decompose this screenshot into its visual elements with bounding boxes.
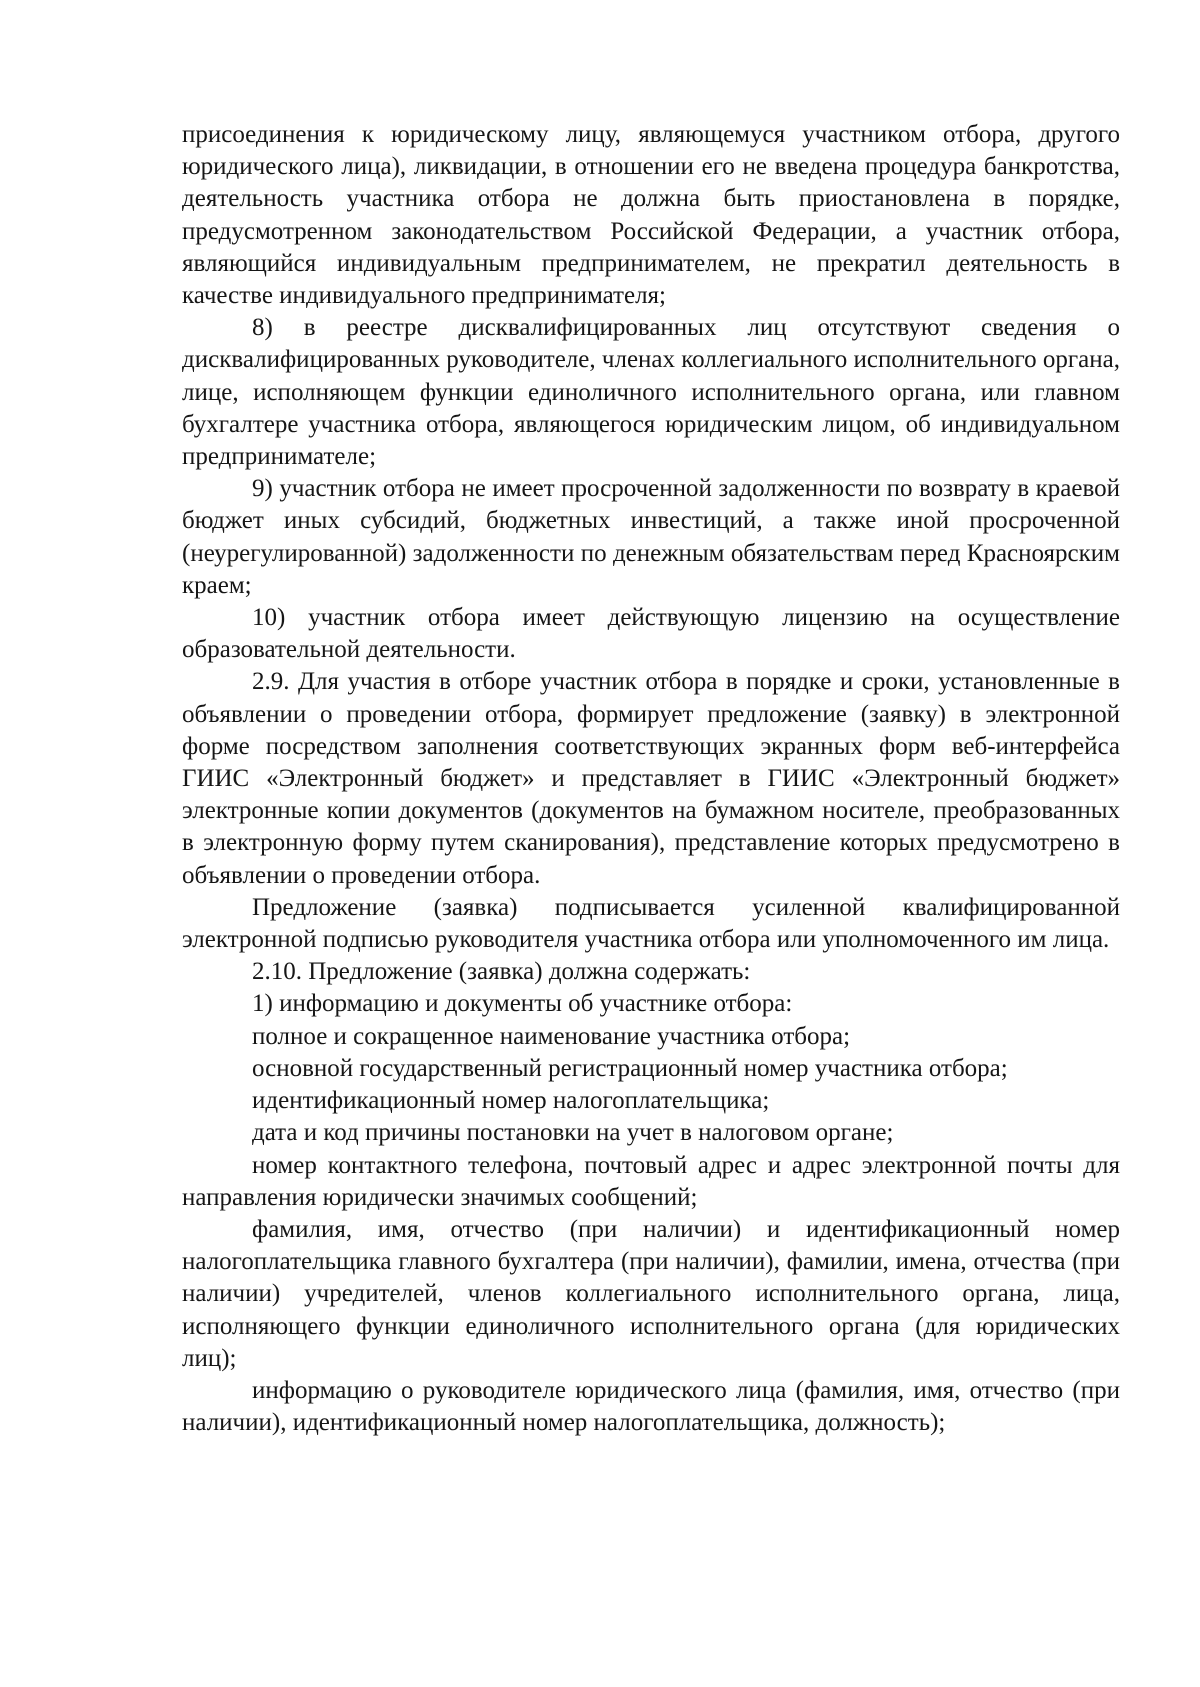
paragraph-item-9: 9) участник отбора не имеет просроченной задолженности по возврату в краевой бюджет иных субсидий, бюджетных инвестиций, а также иной просроченной (неурегулированной) задолженности по денежным обязательствам перед Красноярским краем; (182, 475, 1120, 599)
paragraph-director-info: информацию о руководителе юридического лица (фамилия, имя, отчество (при наличии), идентификационный номер налогоплательщика, должность); (182, 1376, 1120, 1437)
paragraph-item-8: 8) в реестре дисквалифицированных лиц отсутствуют сведения о дисквалифицированных руководителе, членах коллегиального исполнительного органа, лице, исполняющем функции единоличного исполнительного органа, или главном бухгалтере участника отбора, являющегося юридическим лицом, об индивидуальном предпринимателе; (182, 314, 1120, 471)
paragraph-item-10: 10) участник отбора имеет действующую лицензию на осуществление образовательной деятельности. (182, 604, 1120, 664)
paragraph-signature-note: Предложение (заявка) подписывается усиленной квалифицированной электронной подписью руководителя участника отбора или уполномоченного им лица. (182, 893, 1120, 954)
paragraph-section-2-10: 2.10. Предложение (заявка) должна содержать: (252, 958, 751, 986)
paragraph-full-name: полное и сокращенное наименование участника отбора; (252, 1022, 851, 1050)
paragraph-continuation: присоединения к юридическому лицу, являющемуся участником отбора, другого юридического лица), ликвидации, в отношении его не введена процедура банкротства, деятельность участника отбора не должна быть приостановлена в порядке, предусмотренном законодательством Российской Федерации, а участник отбора, являющийся индивидуальным предпринимателем, не прекратил деятельность в качестве индивидуального предпринимателя; (182, 121, 1120, 310)
paragraph-kpp: дата и код причины постановки на учет в налоговом органе; (252, 1119, 894, 1147)
paragraph-ogrn: основной государственный регистрационный номер участника отбора; (252, 1054, 1008, 1082)
document-body (182, 119, 1120, 1439)
paragraph-contacts: номер контактного телефона, почтовый адрес и адрес электронной почты для направления юридически значимых сообщений; (182, 1151, 1120, 1211)
paragraph-section-2-9: 2.9. Для участия в отборе участник отбора в порядке и сроки, установленные в объявлении о проведении отбора, формирует предложение (заявку) в электронной форме посредством заполнения соответствующих экранных форм веб-интерфейса ГИИС «Электронный бюджет» и представляет в ГИИС «Электронный бюджет» электронные копии документов (документов на бумажном носителе, преобразованных в электронную форму путем сканирования), представление которых предусмотрено в объявлении о проведении отбора. (182, 668, 1120, 889)
paragraph-accountant-founders: фамилия, имя, отчество (при наличии) и идентификационный номер налогоплательщика главного бухгалтера (при наличии), фамилии, имена, отчества (при наличии) учредителей, членов коллегиального исполнительного органа, лица, исполняющего функции единоличного исполнительного органа (для юридических лиц); (182, 1215, 1120, 1372)
paragraph-inn: идентификационный номер налогоплательщика; (252, 1087, 770, 1115)
paragraph-list-item-1: 1) информацию и документы об участнике отбора: (252, 990, 793, 1018)
